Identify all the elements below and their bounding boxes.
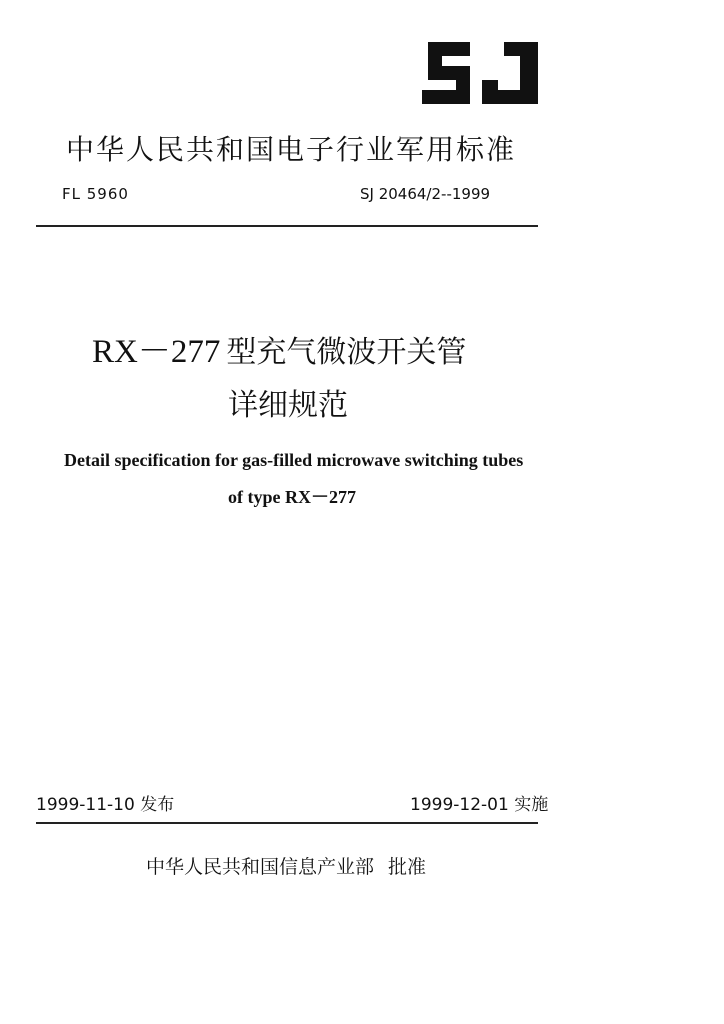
chinese-title-line-1 <box>92 325 466 372</box>
top-divider <box>36 225 538 227</box>
approved-label: 批准 <box>388 856 427 878</box>
org-title: 中华人民共和国电子行业军用标准 <box>66 133 517 166</box>
issue-date: 1999-11-10 发布 <box>36 795 175 815</box>
implementation-date: 1999-12-01 实施 <box>410 795 549 815</box>
english-title-line-2: of type RX－277 <box>228 487 356 507</box>
model-number: RX－277 <box>92 334 221 370</box>
sj-logo <box>420 42 540 104</box>
approver-name: 中华人民共和国信息产业部 <box>146 856 375 878</box>
chinese-title-line-2: 详细规范 <box>228 388 348 423</box>
bottom-divider <box>36 822 538 824</box>
chinese-title-text: 型充气微波开关管 <box>226 335 467 370</box>
fl-code: FL 5960 <box>62 185 129 203</box>
english-title-line-1: Detail specification for gas-filled microwave switching tubes <box>64 450 524 470</box>
approver-line <box>146 852 426 879</box>
standard-number: SJ 20464/2--1999 <box>360 185 491 203</box>
